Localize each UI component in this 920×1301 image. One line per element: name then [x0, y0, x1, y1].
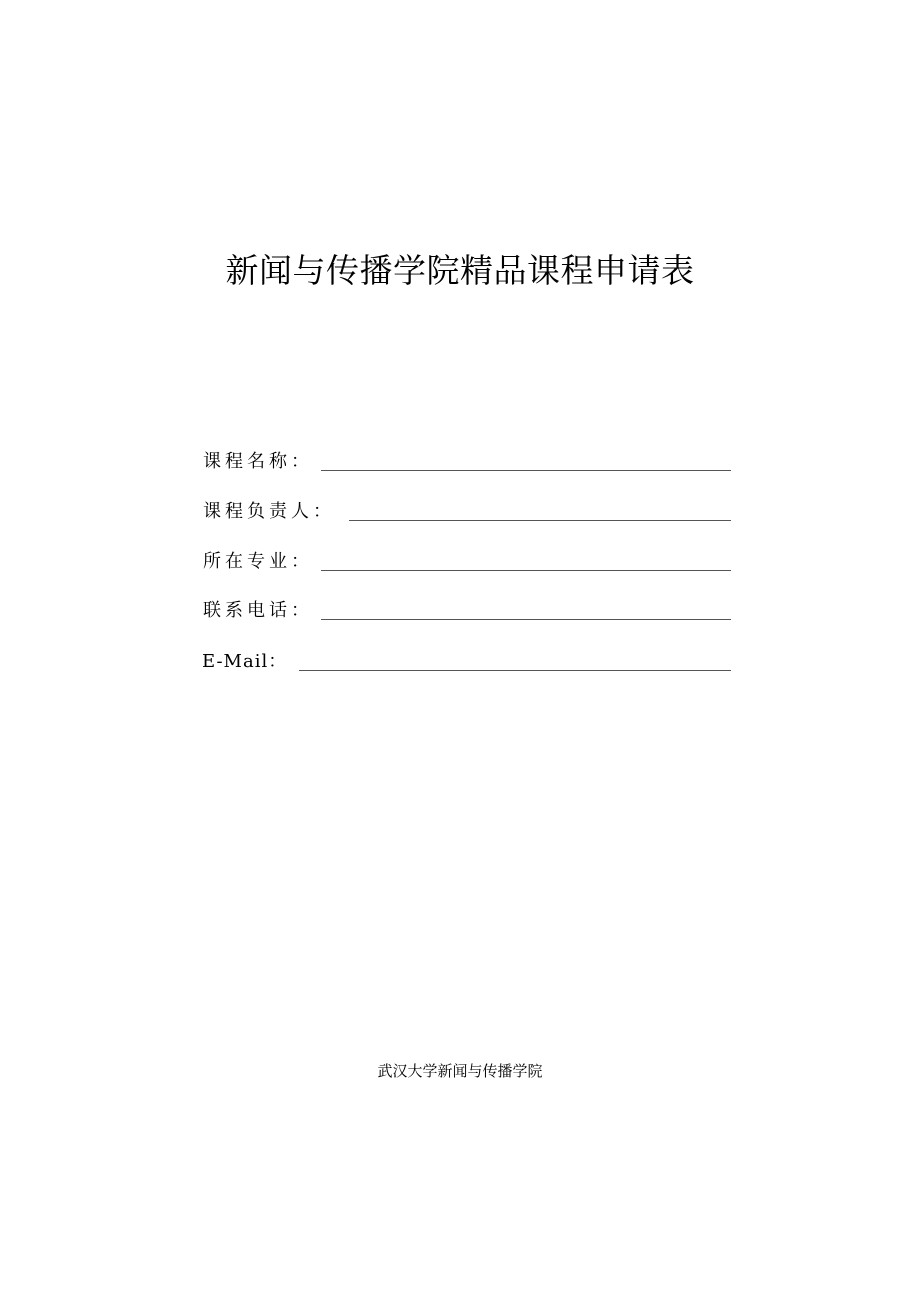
- field-label-email: E-Mail：: [202, 651, 288, 672]
- field-line-email[interactable]: [299, 650, 731, 671]
- field-phone: [203, 589, 731, 623]
- document-footer: 武汉大学新闻与传播学院: [377, 1062, 543, 1080]
- field-label-major: 所在专业：: [203, 551, 313, 572]
- document-title: 新闻与传播学院精品课程申请表: [225, 251, 695, 290]
- field-major: [203, 540, 731, 574]
- field-line-major[interactable]: [321, 550, 731, 571]
- field-label-phone: 联系电话：: [203, 600, 313, 621]
- field-line-phone[interactable]: [321, 599, 731, 620]
- field-email: [202, 640, 731, 674]
- field-line-course-leader[interactable]: [349, 500, 731, 521]
- field-line-course-name[interactable]: [321, 450, 731, 471]
- field-label-course-name: 课程名称：: [203, 451, 313, 472]
- field-label-course-leader: 课程负责人：: [203, 501, 335, 522]
- field-course-leader: [203, 490, 731, 524]
- field-course-name: [203, 440, 731, 474]
